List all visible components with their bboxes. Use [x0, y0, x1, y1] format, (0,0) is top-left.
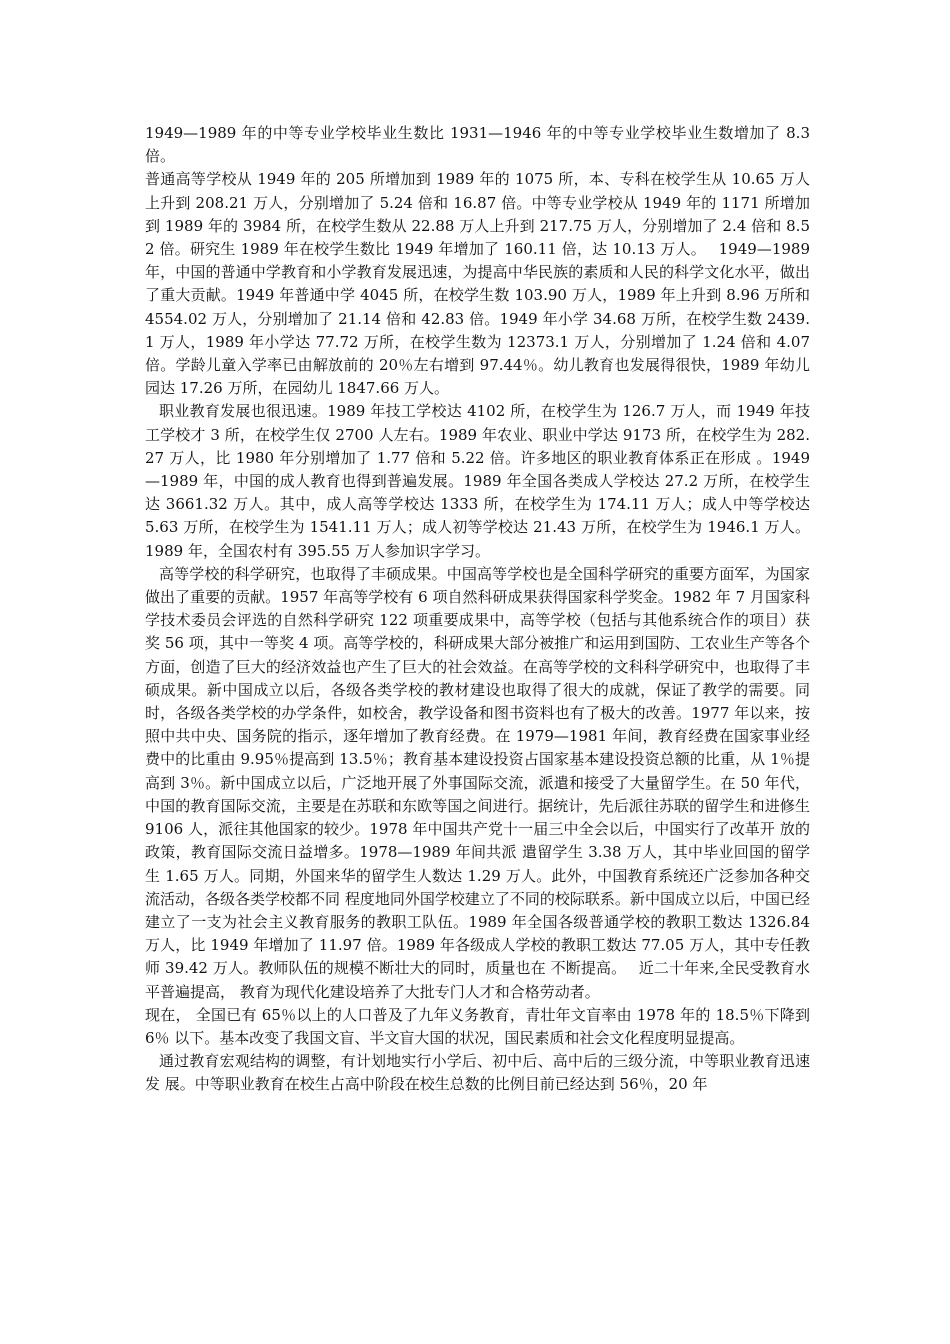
paragraph-2: 普通高等学校从 1949 年的 205 所增加到 1989 年的 1075 所，本、专科在校学生从 10.65 万人上升到 208.21 万人，分别增加了 5.24 倍和 16.87 倍。中等专业学校从 1949 年的 1171 所增加到 1989 年的 3984 所，在校学生数从 22.88 万人上升到 217.75 万人，分别增加了 2.4 倍和 8.52 倍。研究生 1989 年在校学生数比 1949 年增加了 160.11 倍，达 10.13 万人。 1949—1989 年，中国的普通中学教育和小学教育发展迅速，为提高中华民族的素质和人民的科学文化水平，做出了重大贡献。1949 年普通中学 4045 所，在校学生数 103.90 万人，1989 年上升到 8.96 万所和 4554.02 万人，分别增加了 21.14 倍和 42.83 倍。1949 年小学 34.68 万所，在校学生数 2439.1 万人，1989 年小学达 77.72 万所，在校学生数为 12373.1 万人，分别增加了 1.24 倍和 4.07 倍。学龄儿童入学率已由解放前的 20％左右增到 97.44％。幼儿教育也发展得很快，1989 年幼儿园达 17.26 万所，在园幼儿 1847.66 万人。: [145, 170, 810, 398]
document-body: [145, 122, 810, 1097]
paragraph-1: 1949—1989 年的中等专业学校毕业生数比 1931—1946 年的中等专业学校毕业生数增加了 8.3 倍。: [145, 124, 810, 166]
paragraph-5: 现在， 全国已有 65％以上的人口普及了九年义务教育，青壮年文盲率由 1978 年的 18.5％下降到 6％ 以下。基本改变了我国文盲、半文盲大国的状况，国民素质和社会文化程度明显提高。: [145, 1005, 810, 1047]
paragraph-4: 高等学校的科学研究，也取得了丰硕成果。中国高等学校也是全国科学研究的重要方面军，为国家做出了重要的贡献。1957 年高等学校有 6 项自然科研成果获得国家科学奖金。1982 年 7 月国家科学技术委员会评选的自然科学研究 122 项重要成果中，高等学校（包括与其他系统合作的项目）获奖 56 项，其中一等奖 4 项。高等学校的，科研成果大部分被推广和运用到国防、工农业生产等各个方面，创造了巨大的经济效益也产生了巨大的社会效益。在高等学校的文科科学研究中，也取得了丰硕成果。新中国成立以后，各级各类学校的教材建设也取得了很大的成就，保证了教学的需要。同时，各级各类学校的办学条件，如校舍，教学设备和图书资料也有了极大的改善。1977 年以来，按照中共中央、国务院的指示，逐年增加了教育经费。在 1979—1981 年间，教育经费在国家事业经费中的比重由 9.95％提高到 13.5％；教育基本建设投资占国家基本建设投资总额的比重，从 1％提高到 3％。新中国成立以后，广泛地开展了外事国际交流，派遣和接受了大量留学生。在 50 年代，中国的教育国际交流，主要是在苏联和东欧等国之间进行。据统计，先后派往苏联的留学生和进修生 9106 人，派往其他国家的较少。1978 年中国共产党十一届三中全会以后，中国实行了改革开 放的政策，教育国际交流日益增多。1978—1989 年间共派 遣留学生 3.38 万人，其中毕业回国的留学生 1.65 万人。同期，外国来华的留学生人数达 1.29 万人。此外，中国教育系统还广泛参加各种交流活动，各级各类学校都不同 程度地同外国学校建立了不同的校际联系。新中国成立以后，中国已经建立了一支为社会主义教育服务的教职工队伍。1989 年全国各级普通学校的教职工数达 1326.84 万人，比 1949 年增加了 11.97 倍。1989 年各级成人学校的教职工数达 77.05 万人，其中专任教师 39.42 万人。教师队伍的规模不断壮大的同时，质量也在 不断提高。 近二十年来,全民受教育水平普遍提高， 教育为现代化建设培养了大批专门人才和合格劳动者。: [145, 564, 810, 1001]
paragraph-6: 通过教育宏观结构的调整，有计划地实行小学后、初中后、高中后的三级分流，中等职业教育迅速发 展。中等职业教育在校生占高中阶段在校生总数的比例目前已经达到 56％，20 年: [145, 1052, 810, 1094]
paragraph-3: 职业教育发展也很迅速。1989 年技工学校达 4102 所，在校学生为 126.7 万人，而 1949 年技工学校才 3 所，在校学生仅 2700 人左右。1989 年农业、职业中学达 9173 所，在校学生为 282.27 万人，比 1980 年分别增加了 1.77 倍和 5.22 倍。许多地区的职业教育体系正在形成 。1949—1989 年，中国的成人教育也得到普遍发展。1989 年全国各类成人学校达 27.2 万所，在校学生达 3661.32 万人。其中，成人高等学校达 1333 所，在校学生为 174.11 万人；成人中等学校达 5.63 万所，在校学生为 1541.11 万人；成人初等学校达 21.43 万所，在校学生为 1946.1 万人。1989 年，全国农村有 395.55 万人参加识字学习。: [145, 402, 810, 560]
